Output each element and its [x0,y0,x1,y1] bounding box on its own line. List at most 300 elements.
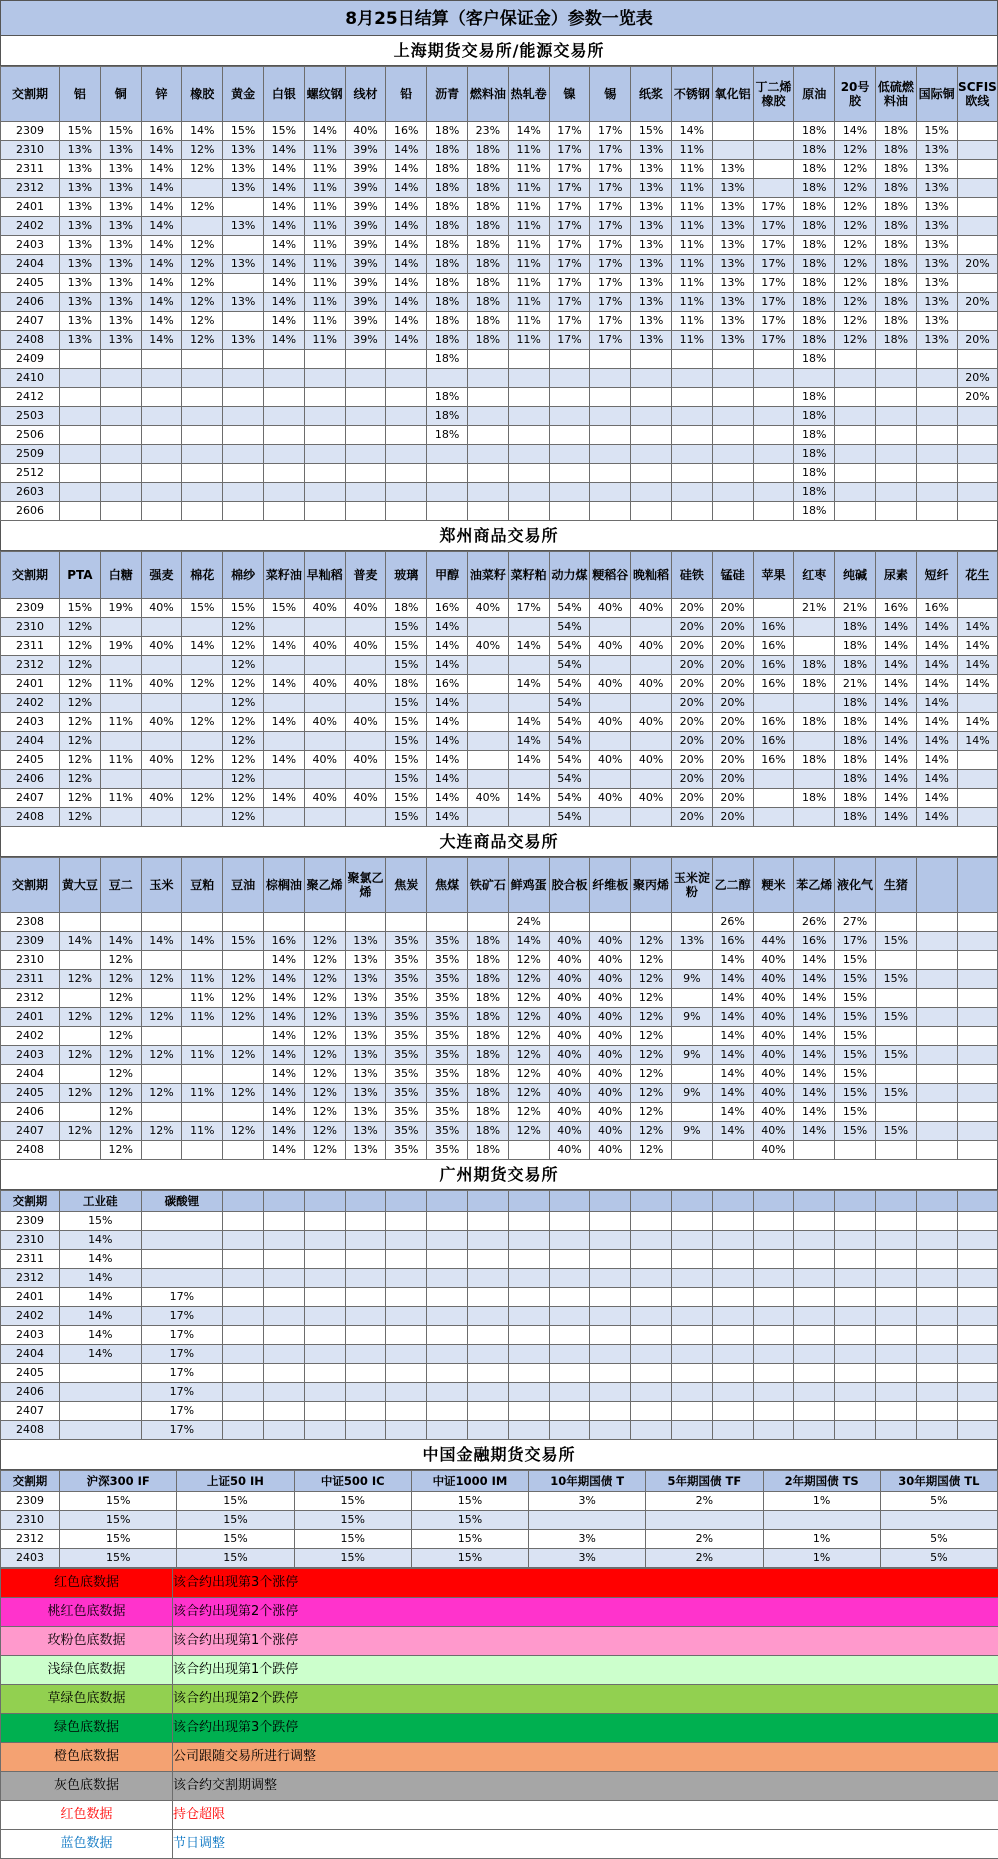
margin-cell: 14% [712,1122,753,1141]
margin-cell: 17% [753,312,794,331]
margin-cell: 11% [671,331,712,350]
margin-cell [794,694,835,713]
margin-cell: 13% [631,217,672,236]
margin-cell [957,217,998,236]
column-header: 花生 [957,552,998,599]
margin-cell [875,1065,916,1084]
delivery-period-cell: 2410 [1,369,60,388]
margin-cell: 17% [835,932,876,951]
margin-cell: 20% [957,388,998,407]
margin-cell: 14% [263,255,304,274]
empty-cell [957,1231,998,1250]
margin-cell: 39% [345,217,386,236]
empty-cell [386,1269,427,1288]
margin-cell [957,483,998,502]
delivery-period-cell: 2512 [1,464,60,483]
margin-cell: 35% [427,951,468,970]
legend-row [1,1656,998,1685]
margin-cell: 14% [60,1250,142,1269]
margin-cell [508,483,549,502]
margin-cell [875,464,916,483]
empty-cell [549,1307,590,1326]
margin-cell: 18% [794,445,835,464]
empty-cell [753,1421,794,1440]
margin-cell: 13% [916,160,957,179]
margin-cell [712,426,753,445]
margin-cell: 11% [671,293,712,312]
margin-cell: 18% [467,951,508,970]
margin-cell: 14% [427,751,468,770]
margin-cell: 14% [386,217,427,236]
margin-cell [182,694,223,713]
margin-cell [957,770,998,789]
margin-cell [345,350,386,369]
margin-cell [223,483,264,502]
margin-cell [182,808,223,827]
margin-cell: 13% [631,179,672,198]
margin-cell: 18% [467,293,508,312]
empty-cell [427,1421,468,1440]
margin-cell: 14% [141,255,182,274]
margin-cell: 18% [875,122,916,141]
empty-cell [508,1421,549,1440]
empty-cell [427,1269,468,1288]
column-header: 纤维板 [590,858,631,913]
margin-cell: 11% [671,217,712,236]
margin-cell [60,502,101,521]
margin-cell: 14% [263,312,304,331]
margin-cell: 40% [590,751,631,770]
legend-row [1,1598,998,1627]
empty-cell [467,1269,508,1288]
margin-cell: 14% [875,751,916,770]
margin-cell: 14% [263,331,304,350]
margin-cell [916,913,957,932]
margin-cell: 40% [345,713,386,732]
margin-cell: 15% [386,656,427,675]
empty-cell [467,1231,508,1250]
margin-cell: 14% [263,1103,304,1122]
margin-cell: 40% [304,599,345,618]
column-header: 胶合板 [549,858,590,913]
margin-cell [141,1103,182,1122]
margin-cell: 11% [304,274,345,293]
margin-cell: 15% [177,1492,294,1511]
empty-header-cell [508,1191,549,1212]
margin-cell [304,913,345,932]
empty-cell [712,1288,753,1307]
margin-cell: 15% [386,637,427,656]
margin-cell: 14% [263,293,304,312]
margin-cell [223,1141,264,1160]
exchange-table [0,1470,998,1568]
margin-cell: 12% [835,198,876,217]
empty-cell [631,1364,672,1383]
delivery-period-cell: 2310 [1,951,60,970]
margin-cell: 9% [671,970,712,989]
margin-cell: 13% [631,141,672,160]
margin-cell: 12% [508,1122,549,1141]
margin-cell: 12% [223,970,264,989]
margin-cell: 14% [263,1027,304,1046]
margin-cell [60,350,101,369]
margin-cell [223,951,264,970]
empty-cell [345,1231,386,1250]
exchange-tables [0,36,998,1568]
legend-description: 该合约交割期调整 [173,1772,998,1801]
margin-cell: 14% [875,618,916,637]
margin-cell: 14% [712,1008,753,1027]
empty-cell [957,1383,998,1402]
margin-cell: 12% [100,989,141,1008]
empty-cell [835,1231,876,1250]
margin-cell: 13% [223,293,264,312]
margin-cell [794,808,835,827]
margin-cell: 12% [60,618,101,637]
margin-cell [671,951,712,970]
margin-cell [508,1141,549,1160]
margin-cell [712,141,753,160]
margin-cell: 15% [411,1511,528,1530]
margin-cell: 17% [549,179,590,198]
margin-cell: 35% [427,989,468,1008]
margin-cell [549,483,590,502]
empty-header-cell [875,1191,916,1212]
margin-cell: 16% [753,732,794,751]
margin-cell [60,388,101,407]
delivery-period-cell: 2403 [1,1046,60,1065]
margin-cell [835,369,876,388]
margin-cell: 20% [671,694,712,713]
margin-cell [386,913,427,932]
margin-cell: 12% [141,1122,182,1141]
empty-cell [223,1421,264,1440]
margin-cell: 40% [549,1084,590,1103]
empty-header-cell [427,1191,468,1212]
margin-cell: 14% [794,1008,835,1027]
margin-cell: 12% [304,1103,345,1122]
empty-cell [508,1402,549,1421]
empty-cell [345,1269,386,1288]
empty-cell [386,1364,427,1383]
table-row [1,198,998,217]
margin-cell: 16% [753,675,794,694]
margin-cell: 20% [671,732,712,751]
margin-cell: 12% [631,989,672,1008]
empty-cell [263,1269,304,1288]
margin-cell [60,1383,142,1402]
margin-cell: 20% [671,599,712,618]
empty-cell [508,1250,549,1269]
empty-cell [671,1212,712,1231]
table-row [1,789,998,808]
margin-cell: 17% [549,236,590,255]
margin-cell: 11% [508,179,549,198]
margin-cell [835,445,876,464]
empty-cell [427,1364,468,1383]
margin-cell [671,445,712,464]
margin-cell: 40% [631,789,672,808]
delivery-period-cell: 2401 [1,1008,60,1027]
margin-cell: 17% [141,1307,223,1326]
margin-cell [712,122,753,141]
margin-cell: 13% [100,331,141,350]
margin-cell [345,369,386,388]
margin-cell [957,274,998,293]
margin-cell: 12% [100,1103,141,1122]
delivery-period-cell: 2406 [1,293,60,312]
margin-cell: 15% [223,122,264,141]
column-header: 不锈钢 [671,67,712,122]
margin-cell: 12% [631,970,672,989]
margin-cell: 12% [223,1046,264,1065]
margin-cell: 17% [549,312,590,331]
margin-cell [467,732,508,751]
column-header: 棕榈油 [263,858,304,913]
empty-cell [427,1231,468,1250]
margin-cell: 15% [60,599,101,618]
margin-cell [263,464,304,483]
empty-cell [916,1231,957,1250]
table-row [1,913,998,932]
margin-cell: 54% [549,656,590,675]
margin-cell [223,388,264,407]
margin-cell [100,913,141,932]
delivery-period-cell: 2312 [1,179,60,198]
margin-cell [631,502,672,521]
margin-cell [100,426,141,445]
column-header: 交割期 [1,67,60,122]
legend-label: 浅绿色底数据 [1,1656,173,1685]
margin-cell: 14% [263,236,304,255]
column-header: 玉米淀粉 [671,858,712,913]
margin-cell: 15% [386,694,427,713]
margin-cell: 15% [875,1008,916,1027]
margin-cell: 15% [835,1103,876,1122]
margin-cell: 13% [712,217,753,236]
margin-cell [590,464,631,483]
margin-cell [263,445,304,464]
table-header-row [1,552,998,599]
table-row [1,1065,998,1084]
delivery-period-cell: 2309 [1,122,60,141]
column-header: 中证1000 IM [411,1471,528,1492]
empty-cell [671,1250,712,1269]
margin-cell [835,388,876,407]
delivery-period-cell: 2311 [1,970,60,989]
column-header: 30年期国债 TL [880,1471,997,1492]
margin-cell [263,350,304,369]
margin-cell [875,483,916,502]
margin-cell: 2% [646,1530,763,1549]
empty-cell [549,1250,590,1269]
column-header: 交割期 [1,1191,60,1212]
column-header: 锡 [590,67,631,122]
empty-cell [223,1250,264,1269]
margin-cell: 12% [508,951,549,970]
delivery-period-cell: 2404 [1,255,60,274]
empty-cell [590,1364,631,1383]
margin-cell: 11% [508,217,549,236]
margin-cell: 12% [223,618,264,637]
margin-cell [304,445,345,464]
delivery-period-cell: 2407 [1,1122,60,1141]
margin-cell: 17% [590,255,631,274]
margin-cell: 18% [835,751,876,770]
margin-cell: 13% [712,236,753,255]
margin-cell: 16% [712,932,753,951]
empty-cell [957,1250,998,1269]
margin-cell: 18% [467,160,508,179]
margin-cell: 12% [100,951,141,970]
margin-cell: 12% [631,951,672,970]
margin-cell [100,770,141,789]
margin-cell: 18% [427,198,468,217]
delivery-period-cell: 2312 [1,1530,60,1549]
table-row [1,350,998,369]
margin-cell [590,770,631,789]
margin-cell: 15% [835,989,876,1008]
margin-cell [100,407,141,426]
margin-cell [794,618,835,637]
empty-cell [957,1402,998,1421]
margin-cell [916,350,957,369]
empty-cell [794,1231,835,1250]
empty-cell [671,1288,712,1307]
margin-cell [223,1103,264,1122]
empty-cell [875,1288,916,1307]
margin-cell: 17% [590,179,631,198]
margin-cell [263,369,304,388]
exchange-section-title: 广州期货交易所 [0,1160,998,1190]
margin-cell [141,989,182,1008]
empty-cell [671,1364,712,1383]
empty-cell [345,1307,386,1326]
table-row [1,970,998,989]
margin-cell [182,483,223,502]
margin-cell: 39% [345,160,386,179]
margin-cell: 18% [794,274,835,293]
margin-cell: 12% [100,1027,141,1046]
empty-cell [549,1231,590,1250]
margin-cell: 44% [753,932,794,951]
margin-cell: 18% [794,656,835,675]
empty-cell [467,1364,508,1383]
margin-cell [467,675,508,694]
margin-cell: 15% [875,932,916,951]
margin-cell [712,502,753,521]
empty-cell [508,1345,549,1364]
empty-cell [508,1269,549,1288]
empty-cell [549,1269,590,1288]
margin-cell [223,1065,264,1084]
margin-cell: 11% [304,236,345,255]
margin-cell: 12% [141,1046,182,1065]
margin-cell [916,1084,957,1103]
margin-cell: 14% [386,255,427,274]
margin-cell [141,1065,182,1084]
margin-cell [427,913,468,932]
table-row [1,694,998,713]
margin-cell [631,483,672,502]
column-header: 铝 [60,67,101,122]
margin-cell: 20% [712,713,753,732]
margin-cell: 13% [223,160,264,179]
margin-cell: 40% [590,1027,631,1046]
margin-cell [467,618,508,637]
legend-row [1,1801,998,1830]
margin-cell: 14% [794,970,835,989]
margin-cell [753,913,794,932]
margin-cell: 12% [182,198,223,217]
margin-cell: 40% [753,970,794,989]
margin-cell [875,426,916,445]
margin-cell: 12% [60,675,101,694]
margin-cell [957,179,998,198]
margin-cell [263,483,304,502]
margin-cell [345,407,386,426]
margin-cell [427,464,468,483]
margin-cell: 40% [590,951,631,970]
margin-cell: 14% [875,637,916,656]
margin-cell: 15% [386,732,427,751]
margin-cell: 18% [794,141,835,160]
empty-cell [304,1269,345,1288]
margin-cell: 18% [427,217,468,236]
empty-cell [875,1402,916,1421]
empty-cell [304,1212,345,1231]
margin-cell: 12% [60,1122,101,1141]
empty-cell [916,1421,957,1440]
margin-cell: 35% [427,1103,468,1122]
table-row [1,1046,998,1065]
margin-cell: 18% [794,255,835,274]
margin-cell: 15% [835,970,876,989]
margin-cell: 20% [712,599,753,618]
margin-cell [182,407,223,426]
margin-cell [631,656,672,675]
margin-cell [671,989,712,1008]
margin-cell [467,770,508,789]
margin-cell [467,751,508,770]
margin-cell: 40% [631,637,672,656]
margin-cell: 20% [712,751,753,770]
margin-cell: 12% [182,293,223,312]
table-row [1,618,998,637]
empty-cell [875,1307,916,1326]
empty-cell [345,1288,386,1307]
margin-cell: 12% [100,970,141,989]
empty-cell [304,1364,345,1383]
margin-cell: 40% [345,122,386,141]
margin-cell: 11% [671,236,712,255]
margin-cell [590,913,631,932]
exchange-table [0,66,998,521]
margin-cell: 12% [835,217,876,236]
empty-cell [263,1421,304,1440]
margin-cell: 18% [467,932,508,951]
margin-cell: 18% [835,656,876,675]
margin-cell: 17% [590,274,631,293]
margin-cell: 20% [671,789,712,808]
margin-cell: 14% [916,713,957,732]
margin-cell [957,236,998,255]
margin-cell: 11% [671,274,712,293]
margin-cell: 40% [304,789,345,808]
delivery-period-cell: 2403 [1,1549,60,1568]
margin-cell: 14% [794,989,835,1008]
empty-cell [549,1345,590,1364]
